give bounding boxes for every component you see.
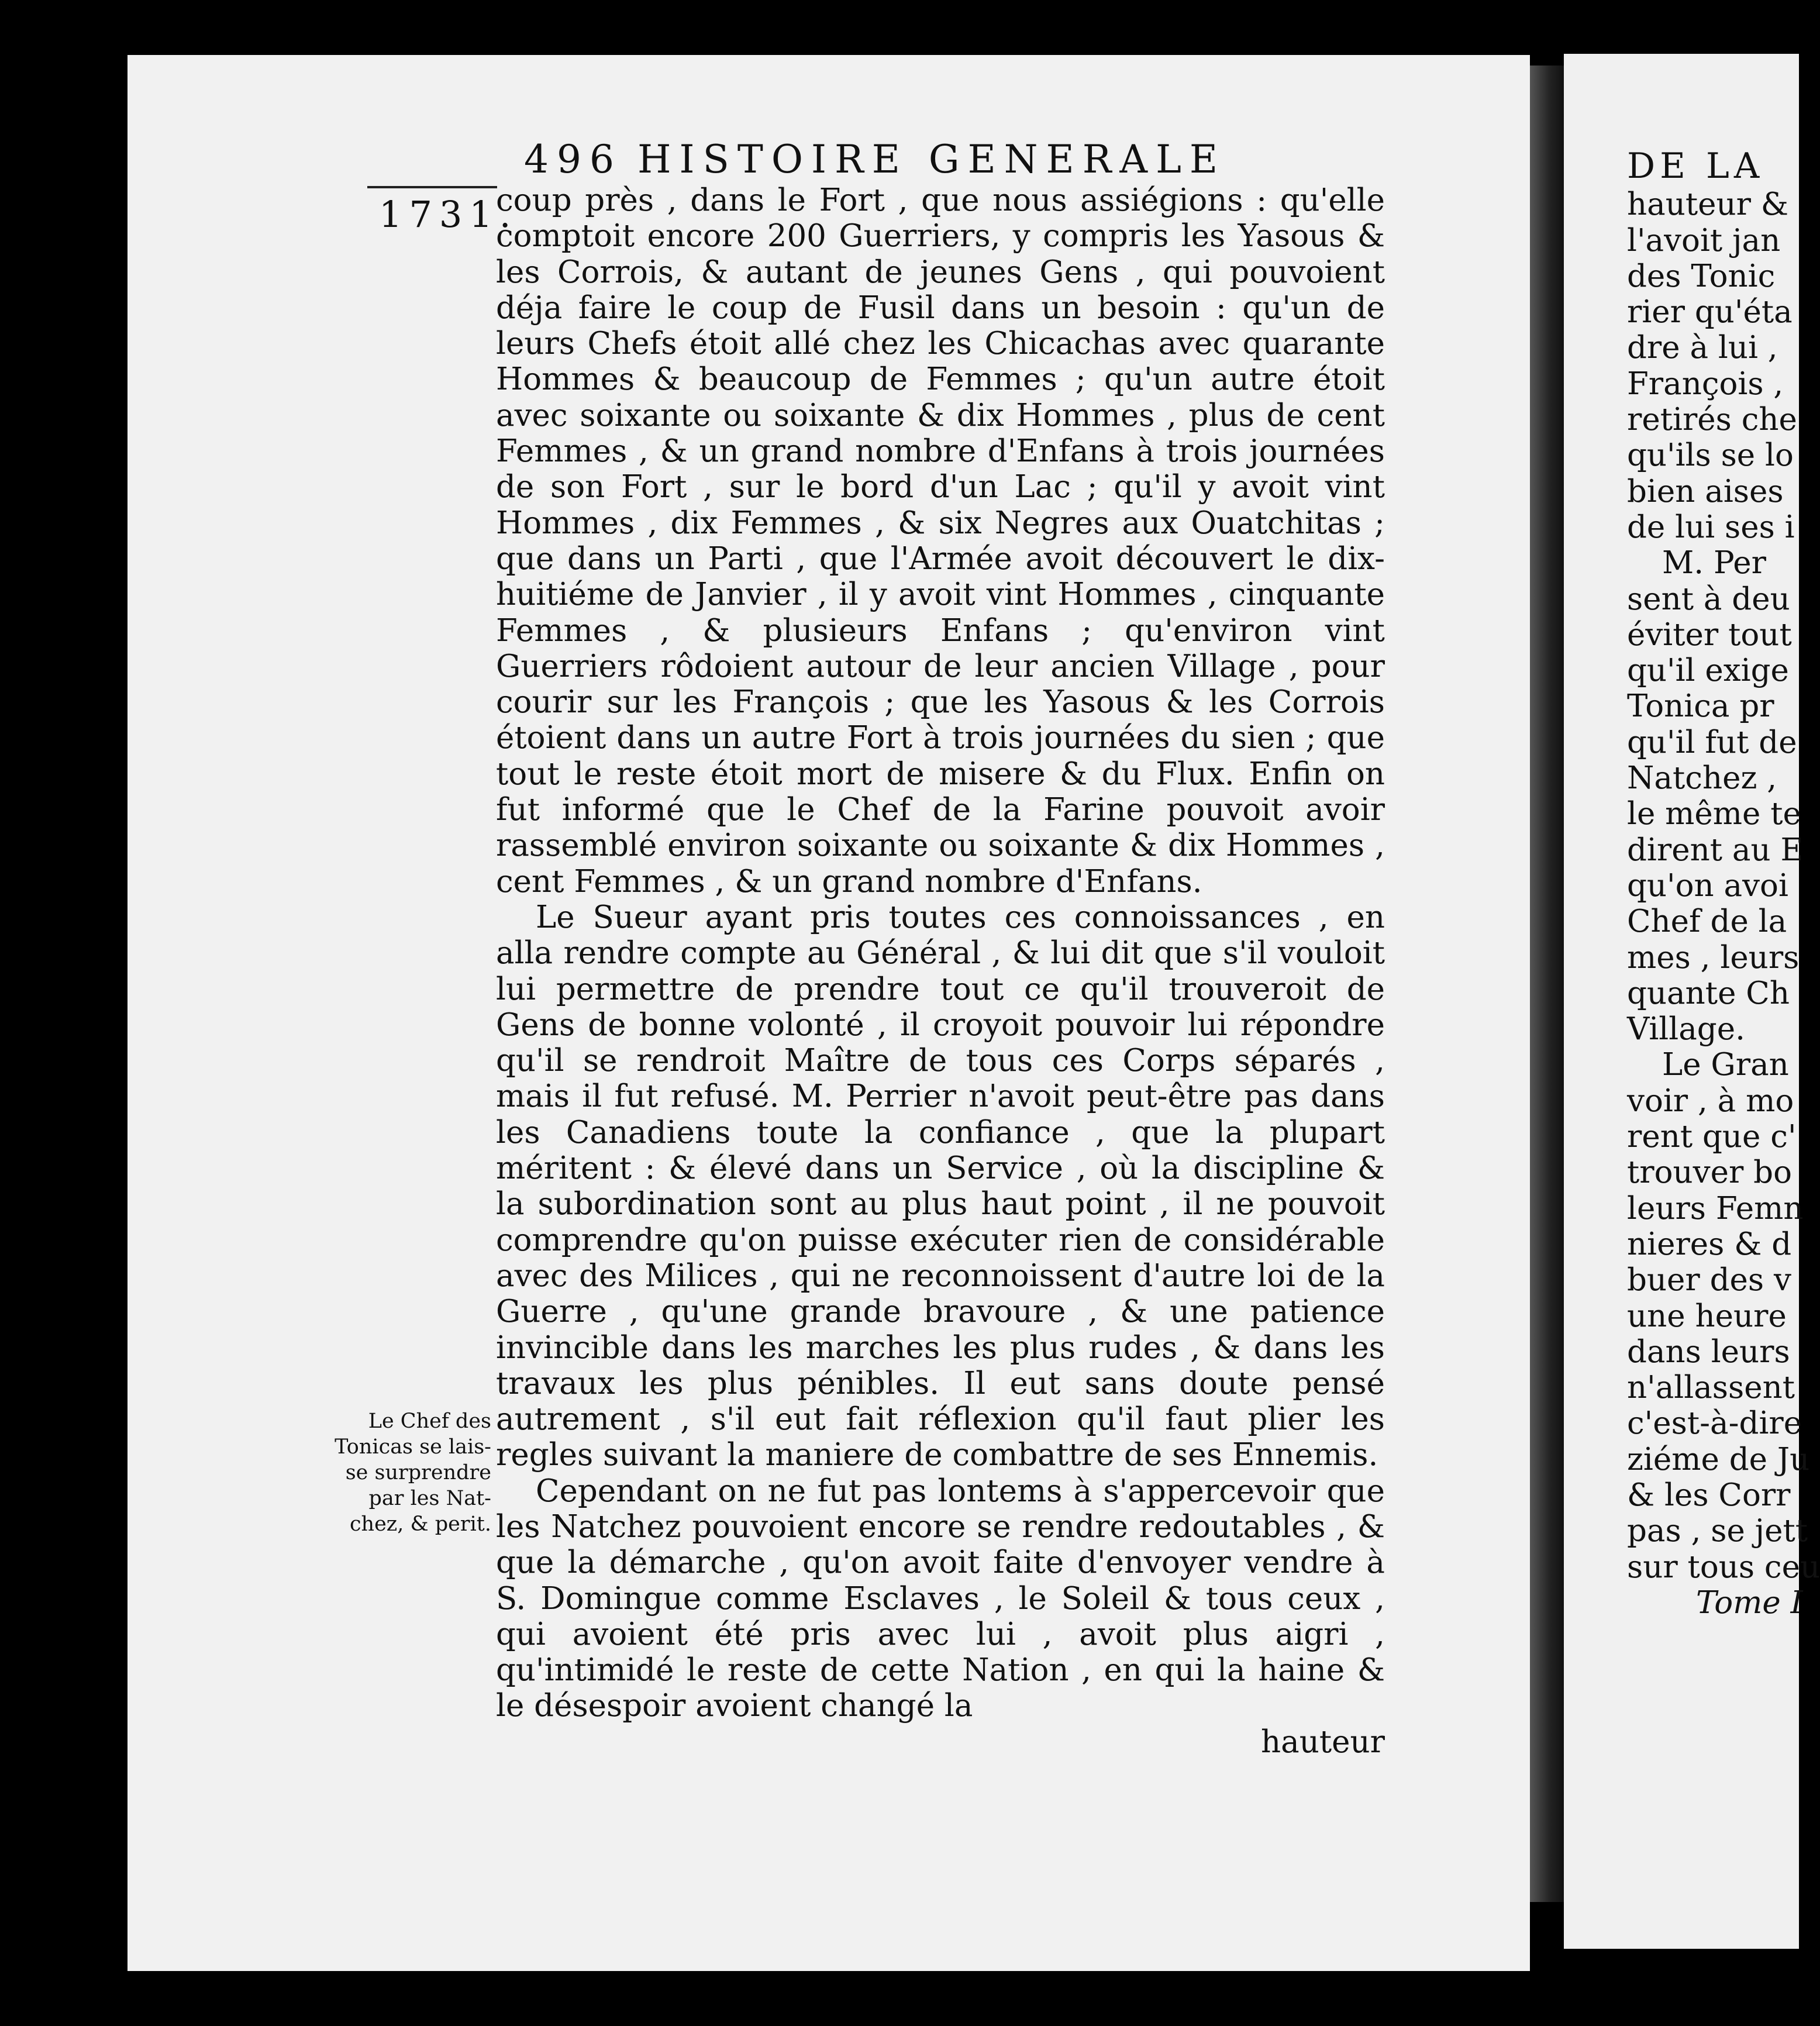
facing-page-header: DE LA (1627, 146, 1764, 187)
margin-note-line: par les Nat- (368, 1487, 491, 1510)
facing-page-line: hauteur & (1627, 187, 1789, 223)
facing-page-line: retirés che (1627, 402, 1797, 438)
paragraph-3: Cependant on ne fut pas lontems à s'appercevoir que les Natchez pouvoient encore se rendre redoutables , & que la démarche , qu'on avoit faite d'envoyer vendre à S. Domingue comme Esclaves , le Soleil & tous ceux , qui avoient été pris avec lui , avoit plus aigri , qu'intimidé le reste de cette Nation , en qui la haine & le désespoir avoient changé la (496, 1473, 1385, 1724)
catchword: hauteur (1261, 1724, 1385, 1760)
running-title: HISTOIRE GENERALE (637, 137, 1226, 182)
margin-rule (367, 186, 497, 188)
facing-page (1564, 54, 1820, 1949)
facing-page-line: Village. (1627, 1011, 1745, 1048)
facing-page-line: voir , à mo (1627, 1083, 1794, 1119)
facing-page-lines (1627, 187, 1820, 1585)
facing-page-line: de lui ses i (1627, 509, 1795, 545)
facing-page-line: buer des v (1627, 1262, 1791, 1298)
facing-page-line: ziéme de Ju (1627, 1441, 1810, 1477)
facing-page-line: sur tous ceu (1627, 1549, 1820, 1585)
facing-page-line: Tonica pr (1627, 688, 1774, 725)
margin-note (319, 1408, 491, 1537)
facing-page-line: rent que c' (1627, 1119, 1797, 1155)
margin-note-line: Le Chef des (368, 1410, 491, 1433)
facing-page-line: dirent au E (1627, 832, 1804, 868)
facing-page-line: Le Gran (1662, 1047, 1789, 1083)
facing-page-line: des Tonic (1627, 258, 1776, 294)
facing-page-text (1627, 146, 1820, 1621)
facing-page-line: n'allassent (1627, 1370, 1795, 1406)
book-gutter (1530, 66, 1564, 1902)
facing-page-line: mes , leurs (1627, 939, 1800, 976)
facing-page-line: nieres & d (1627, 1226, 1792, 1262)
facing-page-line: éviter tout (1627, 616, 1792, 653)
facing-page-line: Natchez , (1627, 760, 1777, 797)
facing-page-line: c'est-à-dire (1627, 1405, 1802, 1442)
paragraph-2: Le Sueur ayant pris toutes ces connoissances , en alla rendre compte au Général , & lui dit que s'il vouloit lui permettre de prendre tout ce qu'il trouveroit de Gens de bonne volonté , il croyoit pouvoir lui répondre qu'il se rendroit Maître de tous ces Corps séparés , mais il fut refusé. M. Perrier n'avoit peut-être pas dans les Canadiens toute la confiance , que la plupart méritent : & élevé dans un Service , où la discipline & la subordination sont au plus haut point , il ne pouvoit comprendre qu'on puisse exécuter rien de considérable avec des Milices , qui ne reconnoissent d'autre loi de la Guerre , qu'une grande bravoure , & une patience invincible dans les marches les plus rudes , & dans les travaux les plus pénibles. Il eut sans doute pensé autrement , s'il eut fait réflexion qu'il faut plier les regles suivant la maniere de combattre de ses Ennemis. (496, 899, 1385, 1473)
facing-page-line: rier qu'éta (1627, 294, 1793, 330)
facing-page-line: M. Per (1662, 545, 1766, 581)
facing-page-line: François , (1627, 366, 1784, 402)
facing-page-line: qu'on avoi (1627, 867, 1788, 904)
main-text (496, 182, 1385, 1760)
facing-page-line: Chef de la (1627, 904, 1787, 940)
facing-page-line: bien aises (1627, 473, 1784, 509)
signature-mark: Tome I (1696, 1584, 1803, 1621)
facing-page-line: qu'il fut de (1627, 724, 1797, 760)
facing-page-line: le même te (1627, 796, 1801, 832)
year-marker: 1731. (379, 193, 518, 236)
facing-page-line: qu'il exige (1627, 653, 1789, 689)
facing-page-line: quante Ch (1627, 975, 1790, 1011)
facing-page-line: pas , se jett (1627, 1513, 1808, 1549)
facing-page-line: trouver bo (1627, 1155, 1793, 1191)
margin-note-line: se surprendre (345, 1461, 491, 1484)
facing-page-line: dans leurs (1627, 1334, 1790, 1370)
facing-page-line: l'avoit jan (1627, 222, 1781, 259)
facing-page-line: dre à lui , (1627, 330, 1778, 366)
page-number: 496 (524, 137, 622, 182)
facing-page-line: leurs Femn (1627, 1190, 1804, 1226)
facing-page-line: qu'ils se lo (1627, 437, 1794, 474)
margin-note-line: chez, & perit. (349, 1512, 491, 1536)
facing-page-line: & les Corr (1627, 1477, 1791, 1513)
facing-page-line: sent à deu (1627, 581, 1790, 617)
paragraph-1: coup près , dans le Fort , que nous assiégions : qu'elle comptoit encore 200 Guerriers, y compris les Yasous & les Corrois, & autant de jeunes Gens , qui pouvoient déja faire le coup de Fusil dans un besoin : qu'un de leurs Chefs étoit allé chez les Chicachas avec quarante Hommes & beaucoup de Femmes ; qu'un autre étoit avec soixante ou soixante & dix Hommes , plus de cent Femmes , & un grand nombre d'Enfans à trois journées de son Fort , sur le bord d'un Lac ; qu'il y avoit vint Hommes , dix Femmes , & six Negres aux Ouatchitas ; que dans un Parti , que l'Armée avoit découvert le dix-huitiéme de Janvier , il y avoit vint Hommes , cinquante Femmes , & plusieurs Enfans ; qu'environ vint Guerriers rôdoient autour de leur ancien Village , pour courir sur les François ; que les Yasous & les Corrois étoient dans un autre Fort à trois journées du sien ; que tout le reste étoit mort de misere & du Flux. Enfin on fut informé que le Chef de la Farine pouvoit avoir rassemblé environ soixante ou soixante & dix Hommes , cent Femmes , & un grand nombre d'Enfans. (496, 182, 1385, 900)
margin-note-line: Tonicas se lais- (335, 1435, 491, 1459)
facing-page-line: une heure (1627, 1298, 1787, 1334)
